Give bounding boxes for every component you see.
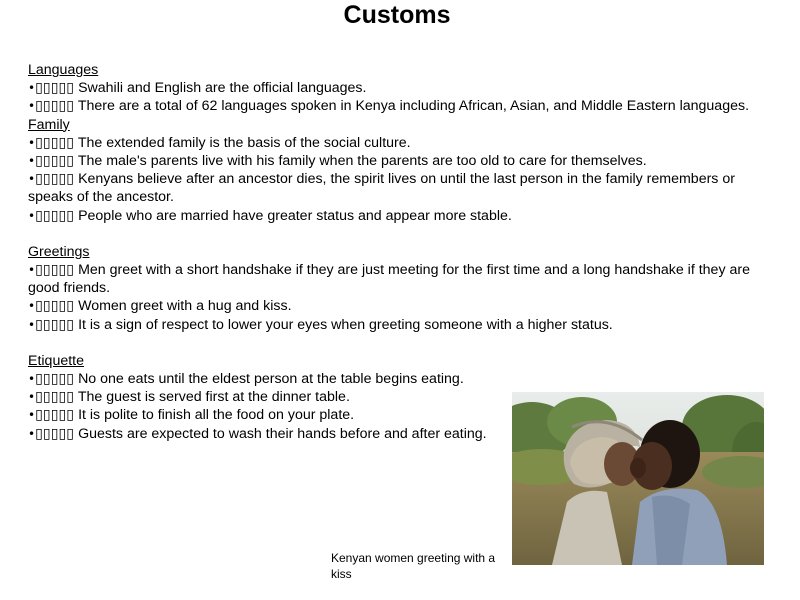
list-item: •▯▯▯▯▯ Kenyans believe after an ancestor dies, the spirit lives on until the last person in the family remembers or speaks of the ancestor. [28, 171, 735, 206]
content-body [28, 61, 768, 443]
bullet-icon: • [28, 426, 36, 441]
item-text: It is a sign of respect to lower your eyes when greeting someone with a higher status. [78, 316, 613, 333]
photo-caption: Kenyan women greeting with a kiss [331, 551, 496, 581]
bullet-icon: • [28, 317, 36, 332]
list-item: •▯▯▯▯▯ Guests are expected to wash their hands before and after eating. [28, 425, 487, 442]
list-item: •▯▯▯▯▯ It is a sign of respect to lower your eyes when greeting someone with a higher status. [28, 316, 613, 333]
item-text: Men greet with a short handshake if they are just meeting for the first time and a long handshake if they are good friends. [28, 262, 750, 297]
item-text: Kenyans believe after an ancestor dies, the spirit lives on until the last person in the family remembers or speaks of the ancestor. [28, 171, 735, 206]
item-text: It is polite to finish all the food on your plate. [78, 407, 355, 424]
section-heading-greetings: Greetings [28, 243, 90, 260]
section-heading-family: Family [28, 116, 70, 133]
spacer [28, 334, 768, 352]
section-heading-etiquette: Etiquette [28, 352, 85, 369]
bullet-icon: • [28, 208, 36, 223]
bullet-icon: • [28, 390, 36, 405]
list-item: •▯▯▯▯▯ There are a total of 62 languages spoken in Kenya including African, Asian, and Middle Eastern languages. [28, 98, 750, 115]
item-text: People who are married have greater status and appear more stable. [78, 207, 512, 224]
bullet-icon: • [28, 135, 36, 150]
greeting-photo [512, 392, 764, 565]
section-heading-languages: Languages [28, 62, 99, 78]
item-text: The extended family is the basis of the social culture. [77, 134, 411, 151]
bullet-icon: • [28, 408, 36, 423]
list-item: •▯▯▯▯▯ The male's parents live with his family when the parents are too old to care for themselves. [28, 153, 647, 170]
bullet-icon: • [28, 99, 36, 114]
item-text: No one eats until the eldest person at the table begins eating. [78, 371, 464, 388]
list-item: •▯▯▯▯▯ Swahili and English are the official languages. [28, 80, 367, 97]
item-text: Women greet with a hug and kiss. [78, 298, 292, 315]
item-text: There are a total of 62 languages spoken in Kenya including African, Asian, and Middle Eastern languages. [77, 98, 750, 115]
item-text: Guests are expected to wash their hands before and after eating. [78, 425, 487, 442]
list-item: •▯▯▯▯▯ It is polite to finish all the food on your plate. [28, 407, 355, 424]
item-text: Swahili and English are the official languages. [78, 80, 367, 97]
bullet-icon: • [28, 263, 36, 278]
item-text: The male's parents live with his family when the parents are too old to care for themselves. [77, 153, 647, 170]
item-text: The guest is served first at the dinner table. [77, 389, 350, 406]
page-title: Customs [343, 1, 451, 29]
bullet-icon: • [28, 372, 36, 387]
bullet-icon: • [28, 299, 36, 314]
list-item: •▯▯▯▯▯ People who are married have greater status and appear more stable. [28, 207, 512, 224]
bullet-icon: • [28, 172, 36, 187]
list-item: •▯▯▯▯▯ The extended family is the basis of the social culture. [28, 134, 411, 151]
spacer [28, 225, 768, 243]
list-item: •▯▯▯▯▯ The guest is served first at the dinner table. [28, 389, 350, 406]
bullet-icon: • [28, 154, 36, 169]
list-item: •▯▯▯▯▯ Men greet with a short handshake if they are just meeting for the first time and a long handshake if they are good friends. [28, 262, 750, 297]
list-item: •▯▯▯▯▯ Women greet with a hug and kiss. [28, 298, 292, 315]
bullet-icon: • [28, 81, 36, 96]
list-item: •▯▯▯▯▯ No one eats until the eldest person at the table begins eating. [28, 371, 464, 388]
